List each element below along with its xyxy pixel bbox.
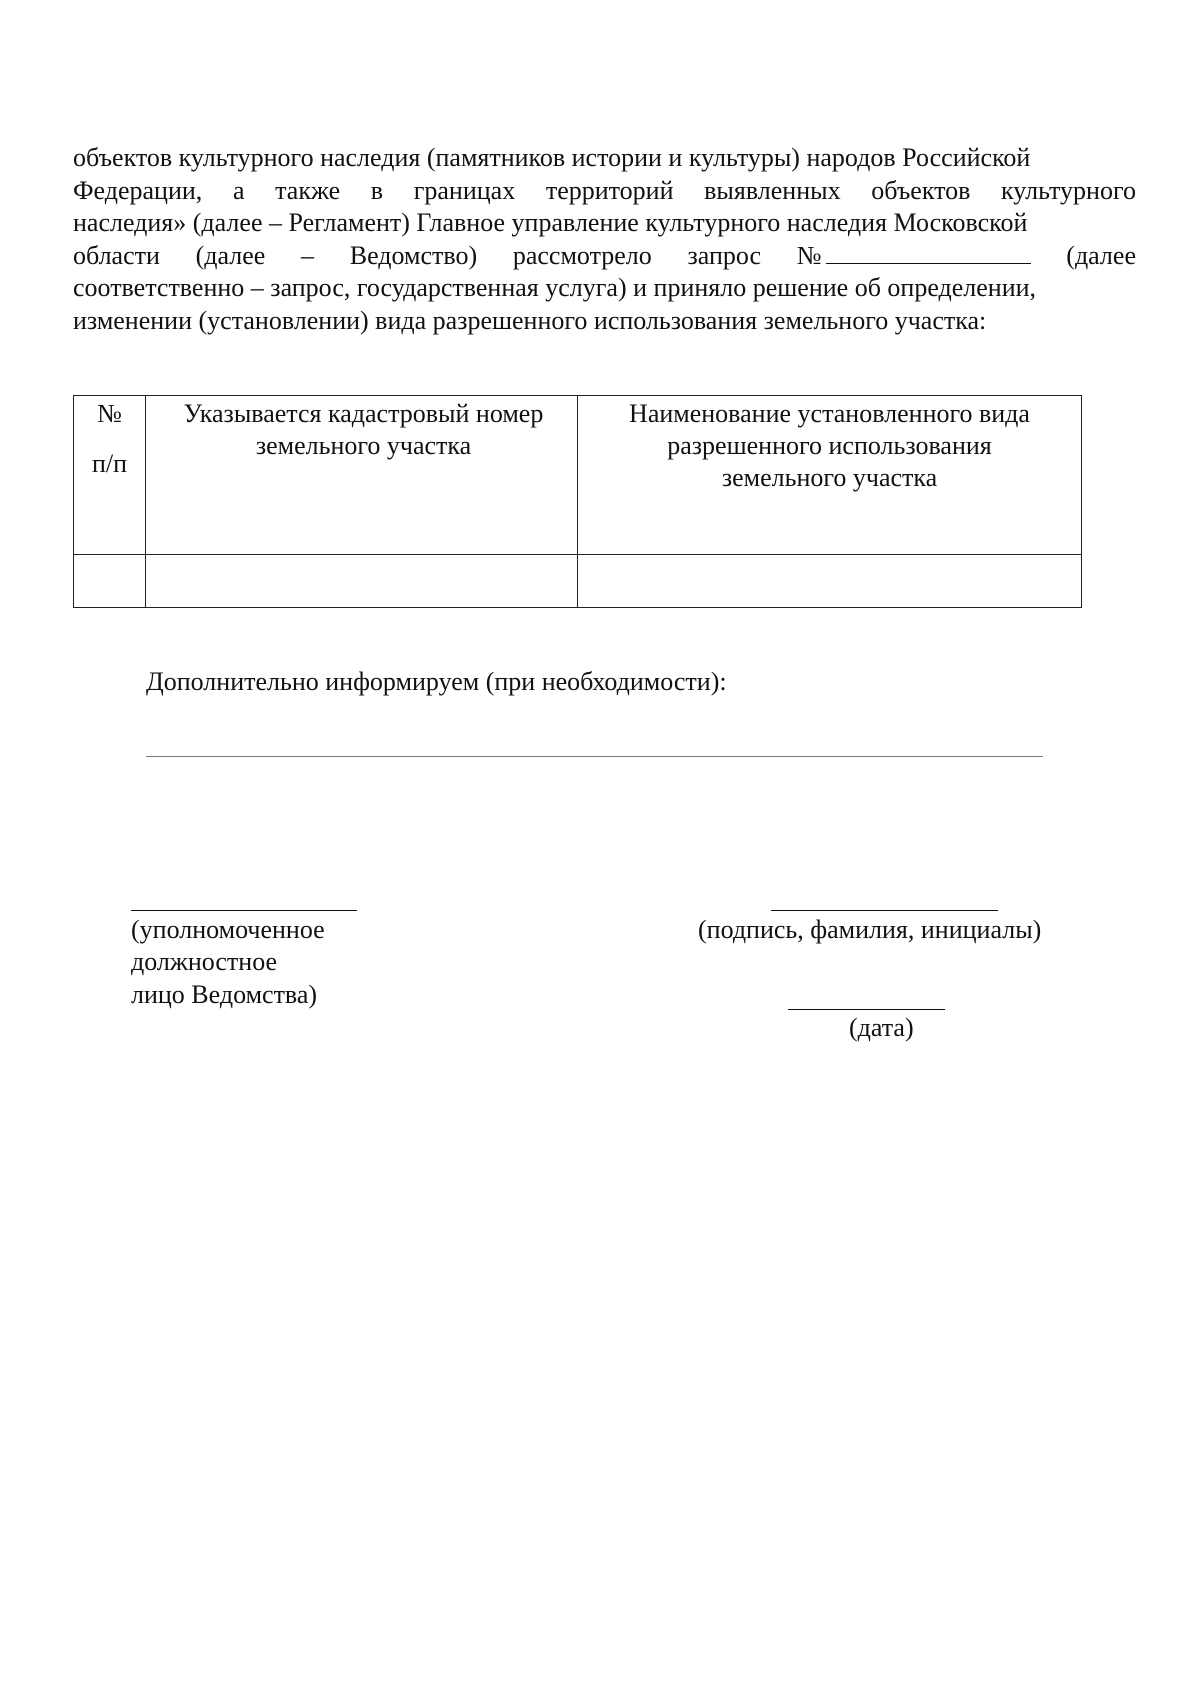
line-text: объектов культурного наследия (памятников истории и культуры) народов Российской	[73, 143, 1031, 172]
table-header-row	[74, 396, 1082, 555]
line-word: также	[275, 175, 341, 205]
header-number-label: п/п	[91, 449, 128, 478]
paragraph-line	[73, 175, 1136, 208]
header-land-use-text: Наименование установленного вида разрешенного использования земельного участка	[629, 399, 1030, 492]
table-cell	[146, 555, 578, 608]
line-word: запрос	[687, 240, 762, 270]
official-signature-line	[131, 910, 357, 911]
paragraph-line	[73, 305, 1136, 338]
line-word: Федерации,	[73, 175, 203, 205]
paragraph-line	[73, 272, 1136, 305]
table-row	[74, 555, 1082, 608]
line-word: Ведомство)	[349, 240, 478, 270]
additional-info-line	[146, 756, 1043, 757]
line-word: объектов	[871, 175, 971, 205]
additional-info-label: Дополнительно информируем (при необходимости):	[146, 667, 727, 696]
request-number-blank	[826, 241, 1031, 264]
line-word: в	[370, 175, 384, 205]
header-cell-land-use	[578, 396, 1082, 555]
signature-label: (подпись, фамилия, инициалы)	[698, 915, 1042, 944]
table-cell	[578, 555, 1082, 608]
line-word: (далее	[1066, 240, 1136, 270]
header-number-sign: №	[97, 399, 122, 428]
official-label-line1: (уполномоченное	[131, 915, 325, 944]
body-paragraph	[73, 142, 1136, 337]
date-line	[788, 1009, 945, 1010]
request-number-group	[797, 240, 1031, 273]
line-text: изменении (установлении) вида разрешенного использования земельного участка:	[73, 305, 987, 335]
line-word: культурного	[1001, 175, 1136, 205]
line-word: –	[301, 240, 315, 270]
date-label: (дата)	[849, 1013, 914, 1042]
line-text: наследия» (далее – Регламент) Главное управление культурного наследия Московской	[73, 208, 1028, 237]
paragraph-line	[73, 207, 1136, 240]
line-word: выявленных	[704, 175, 841, 205]
table-cell	[74, 555, 146, 608]
land-use-table	[73, 395, 1082, 608]
header-cell-number	[74, 396, 146, 555]
paragraph-line	[73, 240, 1136, 273]
official-label-line2: должностное	[131, 947, 278, 976]
signature-line	[771, 910, 998, 911]
official-label-line3: лицо Ведомства)	[131, 980, 318, 1009]
line-word: границах	[413, 175, 516, 205]
line-word: рассмотрело	[512, 240, 652, 270]
line-word: территорий	[545, 175, 674, 205]
line-word: области	[73, 240, 160, 270]
header-cell-cadastral	[146, 396, 578, 555]
paragraph-line	[73, 142, 1136, 175]
header-cadastral-text: Указывается кадастровый номер земельного участка	[183, 399, 544, 460]
line-word: (далее	[195, 240, 266, 270]
line-text: соответственно – запрос, государственная услуга) и приняло решение об определении,	[73, 273, 1037, 302]
number-sign: №	[796, 240, 822, 270]
line-word: а	[232, 175, 245, 205]
